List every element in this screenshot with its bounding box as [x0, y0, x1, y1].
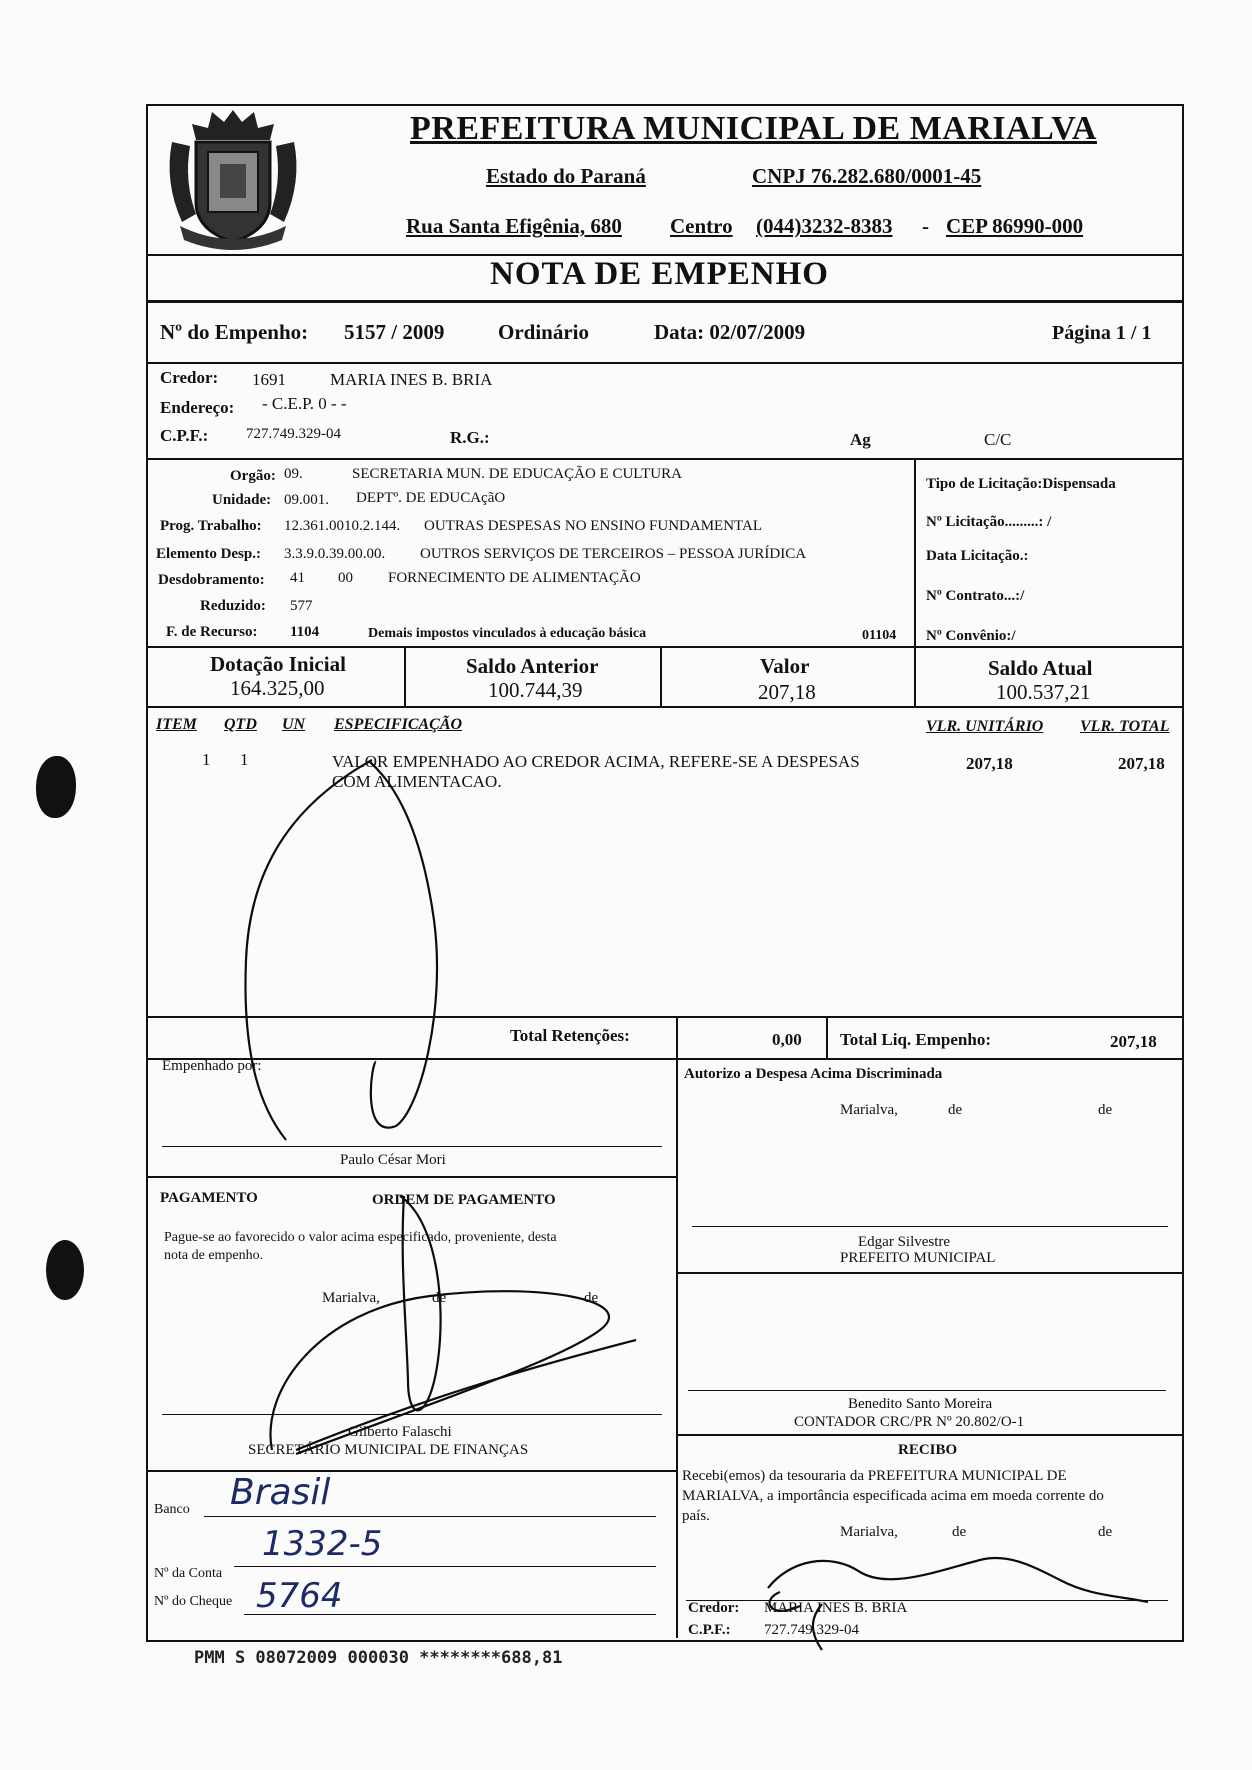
cheque-value: 5764 — [256, 1576, 343, 1616]
empenho-number-label: Nº do Empenho: — [160, 320, 309, 344]
municipality-title: PREFEITURA MUNICIPAL DE MARIALVA — [410, 110, 1097, 147]
recibo-cpf-value: 727.749.329-04 — [764, 1622, 859, 1638]
total-retencoes-label: Total Retenções: — [510, 1026, 630, 1045]
fonte-recurso-name: Demais impostos vinculados à educação básica — [368, 626, 647, 641]
conta-label: Nº da Conta — [154, 1566, 223, 1581]
elemento-code: 3.3.9.0.39.00.00. — [284, 546, 386, 562]
prog-trabalho-code: 12.361.0010.2.144. — [284, 518, 401, 534]
separator-dash: - — [922, 214, 929, 238]
tipo-licitacao: Tipo de Licitação:Dispensada — [926, 476, 1116, 492]
unidade-code: 09.001. — [284, 492, 329, 508]
col-spec-header: ESPECIFICAÇÃO — [334, 716, 463, 733]
orgao-name: SECRETARIA MUN. DE EDUCAÇÃO E CULTURA — [352, 466, 682, 482]
orgao-code: 09. — [284, 466, 303, 482]
empenhado-por-name: Paulo César Mori — [340, 1152, 446, 1168]
credor-label: Credor: — [160, 368, 219, 387]
total-liquido-label: Total Liq. Empenho: — [840, 1030, 991, 1049]
state-label: Estado do Paraná — [486, 164, 646, 188]
banco-label: Banco — [154, 1502, 190, 1517]
coat-of-arms-logo — [162, 102, 304, 252]
prog-trabalho-name: OUTRAS DESPESAS NO ENSINO FUNDAMENTAL — [424, 518, 762, 534]
contador-role: CONTADOR CRC/PR Nº 20.802/O-1 — [794, 1414, 1025, 1430]
contador-name: Benedito Santo Moreira — [848, 1396, 993, 1412]
secretario-name: Gilberto Falaschi — [348, 1424, 452, 1440]
mechanical-stamp: PMM S 08072009 000030 ********688,81 — [194, 1648, 563, 1668]
recibo-credor-name: MARIA INES B. BRIA — [764, 1600, 908, 1616]
fonte-recurso-ref: 01104 — [862, 628, 897, 643]
total-liquido-value: 207,18 — [1110, 1032, 1157, 1051]
address-label: Rua Santa Efigênia, 680 — [406, 214, 622, 238]
cc-label: C/C — [984, 430, 1012, 449]
saldo-anterior-label: Saldo Anterior — [466, 654, 599, 678]
pagamento-text-line2: nota de empenho. — [164, 1248, 264, 1263]
punch-hole-mark — [46, 1240, 84, 1300]
total-retencoes-value: 0,00 — [772, 1030, 802, 1049]
phone-label: (044)3232-8383 — [756, 214, 893, 238]
pagamento-de-1: de — [432, 1290, 447, 1306]
rg-label: R.G.: — [450, 428, 490, 447]
numero-convenio: Nº Convênio:/ — [926, 628, 1016, 644]
recibo-city: Marialva, — [840, 1524, 898, 1540]
desdobramento-sub: 00 — [338, 570, 353, 586]
cpf-value: 727.749.329-04 — [246, 426, 341, 442]
numero-contrato: Nº Contrato...:/ — [926, 588, 1025, 604]
empenho-type: Ordinário — [498, 320, 590, 344]
address-field-label: Endereço: — [160, 398, 235, 417]
recibo-text-line3: país. — [682, 1508, 710, 1524]
desdobramento-label: Desdobramento: — [158, 572, 265, 588]
row-unit-price: 207,18 — [966, 754, 1013, 773]
elemento-label: Elemento Desp.: — [156, 546, 261, 562]
recibo-de-1: de — [952, 1524, 967, 1540]
reduzido-label: Reduzido: — [200, 598, 266, 614]
credor-name: MARIA INES B. BRIA — [330, 370, 493, 389]
dotacao-inicial-label: Dotação Inicial — [210, 652, 346, 676]
pagamento-de-2: de — [584, 1290, 599, 1306]
banco-value: Brasil — [230, 1472, 331, 1513]
row-spec-line2: COM ALIMENTACAO. — [332, 772, 502, 791]
desdobramento-name: FORNECIMENTO DE ALIMENTAÇÃO — [388, 570, 641, 586]
valor-value: 207,18 — [758, 680, 816, 704]
reduzido-code: 577 — [290, 598, 313, 614]
dotacao-inicial-value: 164.325,00 — [230, 676, 325, 700]
desdobramento-code: 41 — [290, 570, 305, 586]
orgao-label: Orgão: — [230, 468, 276, 484]
col-unit-price-header: VLR. UNITÁRIO — [926, 718, 1044, 735]
fonte-recurso-label: F. de Recurso: — [166, 624, 258, 640]
autorizo-de-1: de — [948, 1102, 963, 1118]
row-total: 207,18 — [1118, 754, 1165, 773]
pagamento-label: PAGAMENTO — [160, 1190, 258, 1206]
col-un-header: UN — [282, 716, 306, 733]
document-title: NOTA DE EMPENHO — [490, 256, 829, 292]
address-value: - C.E.P. 0 - - — [262, 394, 347, 413]
saldo-anterior-value: 100.744,39 — [488, 678, 583, 702]
credor-code: 1691 — [252, 370, 286, 389]
autorizo-de-2: de — [1098, 1102, 1113, 1118]
page-number: Página 1 / 1 — [1052, 322, 1152, 344]
ag-label: Ag — [850, 430, 871, 449]
autorizo-city: Marialva, — [840, 1102, 898, 1118]
saldo-atual-label: Saldo Atual — [988, 656, 1093, 680]
cheque-label: Nº do Cheque — [154, 1594, 233, 1609]
prefeito-name: Edgar Silvestre — [858, 1234, 951, 1250]
cpf-label: C.P.F.: — [160, 426, 209, 445]
data-licitacao: Data Licitação.: — [926, 548, 1029, 564]
empenho-date: Data: 02/07/2009 — [654, 320, 806, 344]
cep-label: CEP 86990-000 — [946, 214, 1084, 238]
punch-hole-mark — [36, 756, 76, 818]
empenho-number: 5157 / 2009 — [344, 320, 445, 344]
ordem-pagamento-label: ORDEM DE PAGAMENTO — [372, 1192, 556, 1208]
empenhado-por-label: Empenhado por: — [162, 1058, 262, 1074]
numero-licitacao: Nº Licitação.........: / — [926, 514, 1052, 530]
secretario-role: SECRETÁRIO MUNICIPAL DE FINANÇAS — [248, 1442, 529, 1458]
row-item: 1 — [202, 750, 211, 769]
recibo-label: RECIBO — [898, 1442, 958, 1458]
row-spec-line1: VALOR EMPENHADO AO CREDOR ACIMA, REFERE-SE A DESPESAS — [332, 752, 860, 771]
row-qtd: 1 — [240, 750, 249, 769]
cnpj-label: CNPJ 76.282.680/0001-45 — [752, 164, 982, 188]
saldo-atual-value: 100.537,21 — [996, 680, 1091, 704]
col-qtd-header: QTD — [224, 716, 257, 733]
valor-label: Valor — [760, 654, 810, 678]
elemento-name: OUTROS SERVIÇOS DE TERCEIROS – PESSOA JURÍDICA — [420, 546, 807, 562]
fonte-recurso-code: 1104 — [290, 624, 320, 640]
col-item-header: ITEM — [156, 716, 197, 733]
unidade-name: DEPTº. DE EDUCAçãO — [356, 490, 506, 506]
recibo-text-line2: MARIALVA, a importância especificada acima em moeda corrente do — [682, 1488, 1104, 1504]
pagamento-text-line1: Pague-se ao favorecido o valor acima especificado, proveniente, desta — [164, 1230, 557, 1245]
conta-value: 1332-5 — [262, 1524, 383, 1564]
pagamento-city: Marialva, — [322, 1290, 380, 1306]
prefeito-role: PREFEITO MUNICIPAL — [840, 1250, 996, 1266]
col-total-header: VLR. TOTAL — [1080, 718, 1170, 735]
recibo-cpf-label: C.P.F.: — [688, 1622, 731, 1638]
recibo-credor-label: Credor: — [688, 1600, 740, 1616]
recibo-de-2: de — [1098, 1524, 1113, 1540]
autorizo-label: Autorizo a Despesa Acima Discriminada — [684, 1066, 943, 1082]
district-label: Centro — [670, 214, 733, 238]
prog-trabalho-label: Prog. Trabalho: — [160, 518, 262, 534]
recibo-text-line1: Recebi(emos) da tesouraria da PREFEITURA MUNICIPAL DE — [682, 1468, 1067, 1484]
unidade-label: Unidade: — [212, 492, 272, 508]
